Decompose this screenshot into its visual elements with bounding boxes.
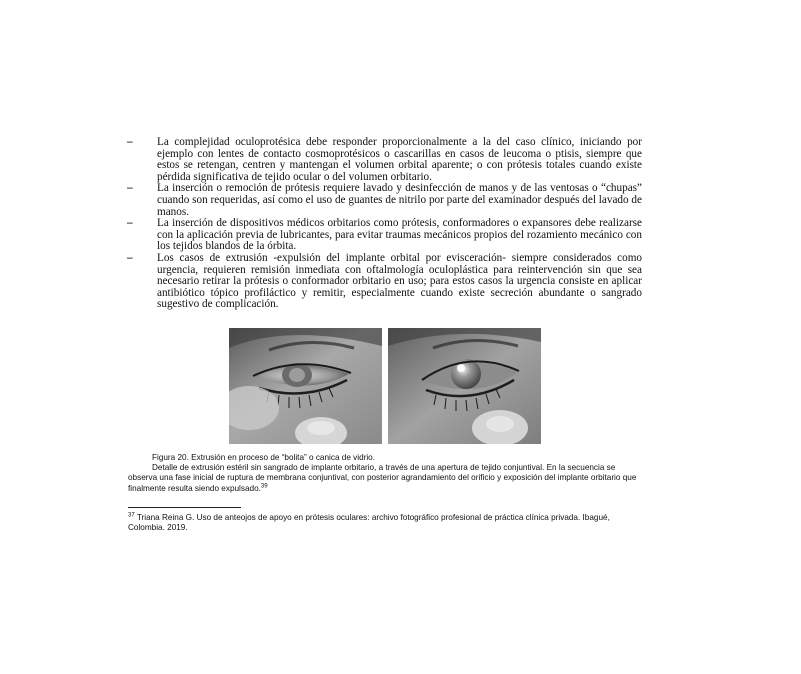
bullet-item [127, 137, 642, 183]
figure-detail [128, 463, 643, 494]
bullet-dash: – [127, 136, 133, 148]
bullet-dash: – [127, 217, 133, 230]
bullet-text: La inserción de dispositivos médicos orbitarios como prótesis, conformadores o expansores debe realizarse con la aplicación previa de lubricantes, para evitar traumas mecánicos propios del rozamiento mecánico con los tejidos blandos de la órbita. [157, 217, 642, 253]
figure-caption [128, 453, 643, 494]
eye-photo-advanced [388, 328, 541, 444]
bullet-dash: – [127, 182, 133, 195]
footnote-divider [128, 507, 241, 508]
bullet-item [127, 253, 642, 311]
bullet-list [127, 137, 642, 311]
bullet-text: La inserción o remoción de prótesis requiere lavado y desinfección de manos y de las ventosas o “chupas” cuando son requeridas, así como el uso de guantes de nitrilo por parte del examinador después del lavado de manos. [157, 182, 642, 218]
bullet-dash: – [127, 251, 133, 264]
figure-reference: 39 [260, 482, 268, 489]
bullet-text: La complejidad oculoprotésica debe responder proporcionalmente a la del caso clínico, iniciando por ejemplo con lentes de contacto cosmoprotésicos o cascarillas en casos de leucoma o ptisis, siempre que estos se retengan, centren y mantengan el volumen orbital aparente; o con prótesis totales cuando existe pérdida significativa de tejido ocular o del volumen orbitario. [157, 136, 642, 183]
eye-photo-initial [229, 328, 382, 444]
figure-title: Figura 20. Extrusión en proceso de “bolita” o canica de vidrio. [152, 453, 376, 462]
bullet-text: Los casos de extrusión -expulsión del implante orbital por evisceración- siempre considerados como urgencia, requieren remisión inmediata con oftalmología oculoplástica para reintervención sin que sea necesario retirar la prótesis o conformador orbitario en uso; para estos casos la urgencia consiste en aplicar antibiótico tópico profiláctico y remitir, especialmente cuando existe secreción abundante o sangrado sugestivo de complicación. [157, 251, 642, 311]
footnote [128, 513, 648, 533]
bullet-item [127, 183, 642, 218]
footnote-text: Triana Reina G. Uso de anteojos de apoyo en prótesis oculares: archivo fotográfico profesional de práctica clínica privada. Ibagué, Colombia. 2019. [128, 513, 610, 532]
bullet-item [127, 218, 642, 253]
figure-detail-text: Detalle de extrusión estéril sin sangrado de implante orbitario, a través de una apertura de tejido conjuntival. En la secuencia se observa una fase inicial de ruptura de membrana conjuntival, con posterior agrandamiento del orificio y exposición del implante orbitario que finalmente resulta siendo expulsado. [128, 463, 637, 493]
footnote-number: 37 [128, 512, 135, 519]
